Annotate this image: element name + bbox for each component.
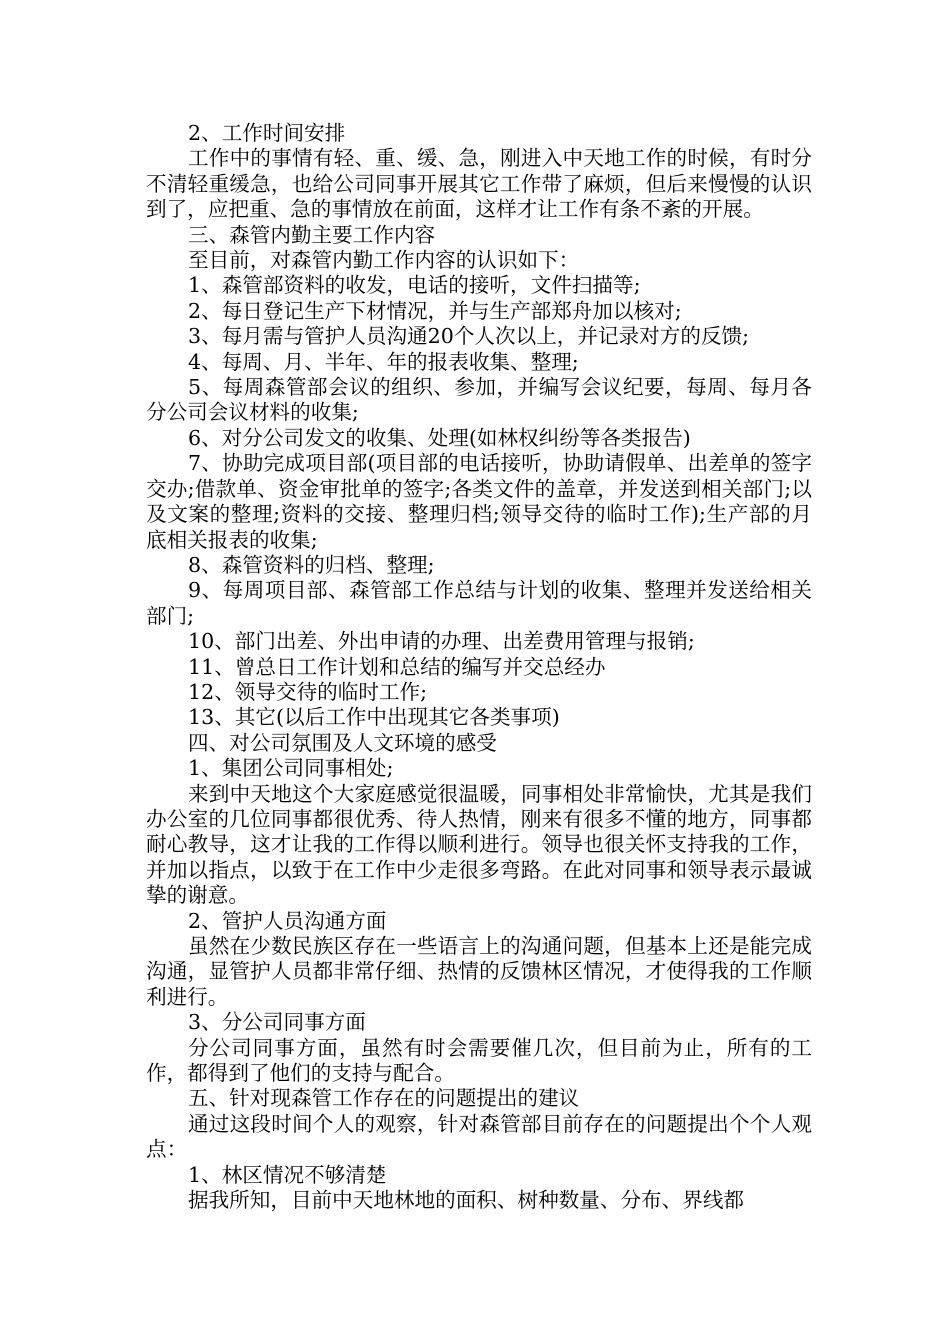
list-item: 2、每日登记生产下材情况，并与生产部郑舟加以核对; <box>188 298 682 323</box>
section-heading-5: 五、针对现森管工作存在的问题提出的建议 <box>188 1086 580 1111</box>
subheading: 3、分公司同事方面 <box>188 1010 366 1035</box>
subheading: 1、集团公司同事相处; <box>188 756 394 781</box>
list-item: 4、每周、月、半年、年的报表收集、整理; <box>188 349 579 374</box>
paragraph: 虽然在少数民族区存在一些语言上的沟通问题，但基本上还是能完成沟通，显管护人员都非常仔细、热情的反馈林区情况，才使得我的工作顺利进行。 <box>146 934 812 1009</box>
list-item: 11、曾总日工作计划和总结的编写并交总经办 <box>188 654 606 679</box>
section-heading-4: 四、对公司氛围及人文环境的感受 <box>188 730 497 755</box>
list-item: 8、森管资料的归档、整理; <box>188 552 435 577</box>
list-item: 12、领导交待的临时工作; <box>188 679 428 704</box>
list-item: 13、其它(以后工作中出现其它各类事项) <box>188 705 560 730</box>
section-heading-3: 三、森管内勤主要工作内容 <box>188 222 436 247</box>
document-body <box>146 121 812 1213</box>
subheading: 2、管护人员沟通方面 <box>188 908 387 933</box>
list-item: 5、每周森管部会议的组织、参加，并编写会议纪要，每周、每月各分公司会议材料的收集; <box>146 375 812 425</box>
subheading: 1、林区情况不够清楚 <box>188 1162 387 1187</box>
paragraph: 分公司同事方面，虽然有时会需要催几次，但目前为止，所有的工作，都得到了他们的支持与配合。 <box>146 1035 812 1086</box>
paragraph: 据我所知，目前中天地林地的面积、树种数量、分布、界线都 <box>188 1188 745 1213</box>
list-item: 6、对分公司发文的收集、处理(如林权纠纷等各类报告) <box>188 425 691 450</box>
list-item: 7、协助完成项目部(项目部的电话接听，协助请假单、出差单的签字交办;借款单、资金审批单的签字;各类文件的盖章，并发送到相关部门;以及文案的整理;资料的交接、整理归档;领导交待的临时工作);生产部的月底相关报表的收集; <box>146 451 812 552</box>
paragraph: 至目前，对森管内勤工作内容的认识如下： <box>188 248 580 273</box>
paragraph: 工作中的事情有轻、重、缓、急，刚进入中天地工作的时候，有时分不清轻重缓急，也给公司同事开展其它工作带了麻烦，但后来慢慢的认识到了，应把重、急的事情放在前面，这样才让工作有条不紊的开展。 <box>146 146 812 222</box>
subheading-work-time: 2、工作时间安排 <box>188 121 346 145</box>
list-item: 1、森管部资料的收发，电话的接听，文件扫描等; <box>188 273 641 298</box>
list-item: 10、部门出差、外出申请的办理、出差费用管理与报销; <box>188 629 695 654</box>
paragraph: 来到中天地这个大家庭感觉很温暖，同事相处非常愉快，尤其是我们办公室的几位同事都很优秀、待人热情，刚来有很多不懂的地方，同事都耐心教导，这才让我的工作得以顺利进行。领导也很关怀支持我的工作，并加以指点，以致于在工作中少走很多弯路。在此对同事和领导表示最诚挚的谢意。 <box>146 781 812 908</box>
paragraph: 通过这段时间个人的观察，针对森管部目前存在的问题提出个个人观点： <box>146 1111 812 1162</box>
list-item: 3、每月需与管护人员沟通20个人次以上，并记录对方的反馈; <box>188 324 750 349</box>
list-item: 9、每周项目部、森管部工作总结与计划的收集、整理并发送给相关部门; <box>146 578 812 628</box>
